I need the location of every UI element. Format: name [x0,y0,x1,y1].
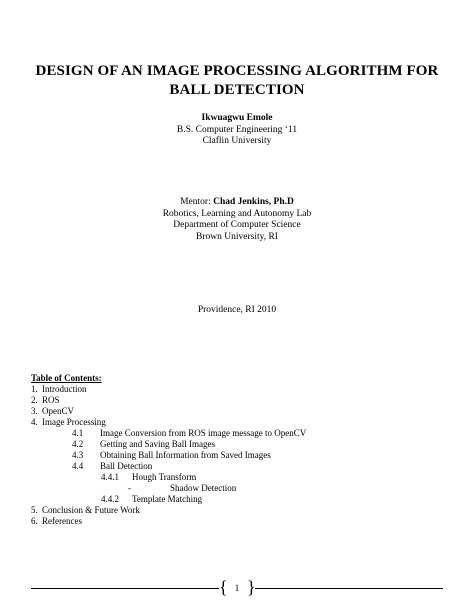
author-university: Claflin University [202,136,272,147]
page-number: 1 [234,583,240,593]
mentor-department: Department of Computer Science [173,220,301,231]
toc-item-label: Introduction [42,384,87,394]
toc-item-label: Getting and Saving Ball Images [100,439,215,449]
author-block [20,113,454,148]
toc-item-number: 4.4 [72,461,84,471]
mentor-institution: Brown University, RI [196,231,278,242]
document-title [20,62,454,100]
title-line-2: BALL DETECTION [169,82,305,98]
toc-item-label: Image Conversion from ROS image message to OpenCV [100,428,307,438]
toc-item-number: 1. [31,384,38,394]
toc-item [31,505,431,516]
toc-item [31,483,431,494]
toc-item-number: 4.1 [72,428,84,438]
toc-item-number: 6. [31,516,38,526]
toc-item-number: 4.2 [72,439,84,449]
mentor-line [20,197,454,209]
toc-item [31,516,431,527]
toc-item [31,461,431,472]
mentor-label: Mentor: [180,197,214,207]
toc-item [31,439,431,450]
toc-item-label: Template Matching [132,494,203,504]
toc-item [31,417,431,428]
toc-item [31,450,431,461]
toc-item-number: 4. [31,417,38,427]
toc-item-label: Image Processing [42,417,106,427]
place-date: Providence, RI 2010 [197,305,277,315]
toc-item [31,395,431,406]
author-name: Ikwuagwu Emole [201,113,273,123]
toc-item-number: 3. [31,406,38,416]
mentor-lab: Robotics, Learning and Autonomy Lab [162,208,312,219]
toc-item-number: 4.4.2 [101,494,119,504]
toc-item-number: 5. [31,505,38,515]
toc-item-label: Shadow Detection [170,483,237,493]
toc-item-label: References [42,516,82,526]
toc-item-label: Obtaining Ball Information from Saved Images [100,450,271,460]
toc-item-label: OpenCV [42,406,74,416]
toc-item-label: Ball Detection [100,461,153,471]
toc-item-number: 2. [31,395,38,405]
toc-item-label: Conclusion & Future Work [42,505,140,515]
toc-item-label: ROS [42,395,60,405]
mentor-name: Chad Jenkins, Ph.D [213,197,294,207]
left-brace-icon: { [219,577,228,597]
title-line-1: DESIGN OF AN IMAGE PROCESSING ALGORITHM FOR [35,63,439,79]
toc-item [31,494,431,505]
toc-item [31,472,431,483]
toc-item-label: Hough Transform [132,472,197,482]
toc-item [31,384,431,395]
table-of-contents [31,373,431,527]
right-brace-icon: } [247,577,256,597]
toc-item-number: 4.3 [72,450,84,460]
author-degree: B.S. Computer Engineering ‘11 [176,124,298,135]
toc-item-number: 4.4.1 [101,472,119,482]
toc-item [31,406,431,417]
mentor-block [20,197,454,243]
toc-item-number: - [128,483,131,493]
toc-item [31,428,431,439]
toc-heading: Table of Contents: [31,373,102,383]
